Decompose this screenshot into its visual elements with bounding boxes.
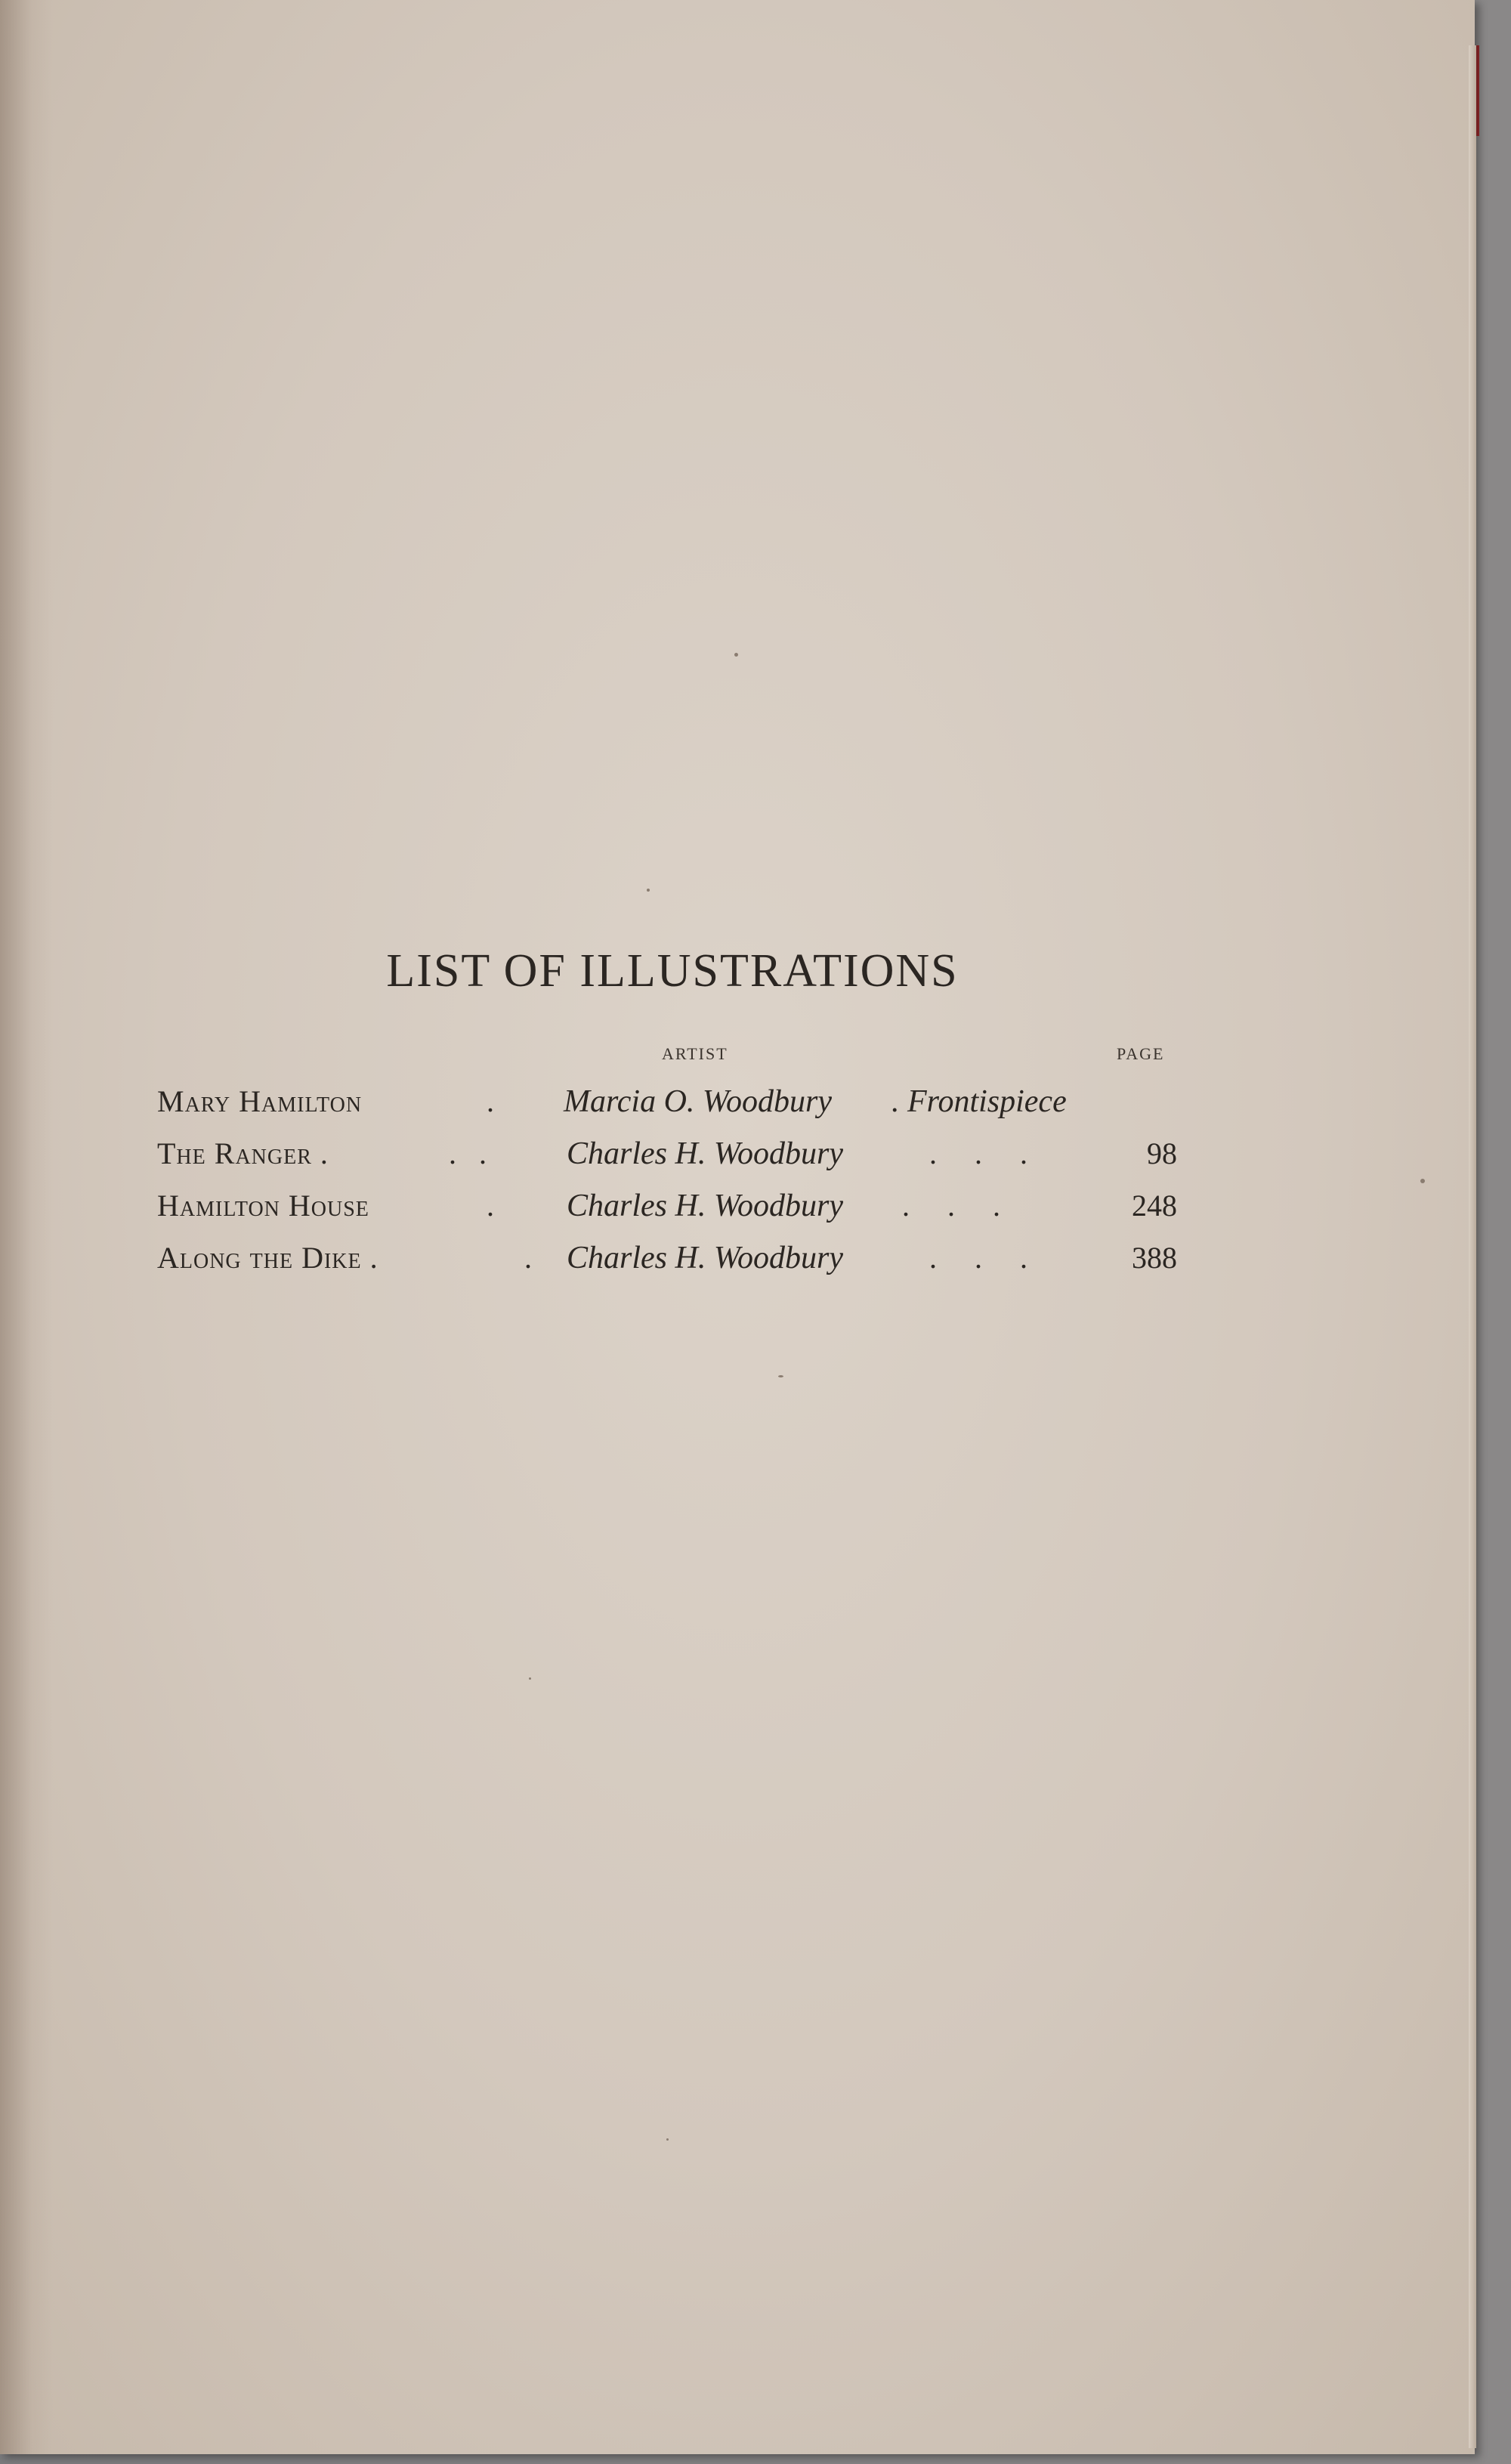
illustration-title: Along the Dike . (157, 1241, 379, 1275)
paper-speck (778, 1375, 783, 1377)
paper-speck (734, 653, 738, 657)
paper-speck (647, 889, 650, 892)
leader-dots: . (487, 1189, 494, 1223)
illustration-page: 388 (1132, 1241, 1177, 1275)
illustration-artist: Charles H. Woodbury (567, 1189, 843, 1223)
illustration-title: Mary Hamilton (157, 1084, 363, 1118)
illustration-artist: Charles H. Woodbury (567, 1241, 843, 1275)
illustration-row (0, 1188, 1475, 1236)
illustration-page: 248 (1132, 1189, 1177, 1223)
illustration-row (0, 1136, 1475, 1184)
paper-speck (666, 2138, 669, 2141)
artist-column-header: ARTIST (662, 1044, 728, 1063)
page-column-header: PAGE (1117, 1044, 1165, 1063)
illustration-row (0, 1240, 1475, 1288)
illustration-title: The Ranger . (157, 1136, 329, 1170)
page-title: LIST OF ILLUSTRATIONS (386, 945, 959, 997)
illustration-artist: Charles H. Woodbury (567, 1136, 843, 1171)
leader-dots: . . . (929, 1241, 1027, 1275)
illustration-artist: Marcia O. Woodbury (564, 1084, 833, 1119)
leader-dots: . . (449, 1136, 487, 1170)
leader-dots: . . . (929, 1136, 1027, 1170)
leader-dots: . . . (902, 1189, 1000, 1223)
illustration-page: 98 (1147, 1136, 1177, 1170)
leader-dots: . (524, 1241, 532, 1275)
frontispiece-label: . Frontispiece (891, 1084, 1067, 1119)
illustration-title: Hamilton House (157, 1189, 369, 1223)
illustration-row (0, 1084, 1475, 1132)
leader-dots: . (487, 1084, 494, 1118)
paper-speck (529, 1677, 531, 1680)
